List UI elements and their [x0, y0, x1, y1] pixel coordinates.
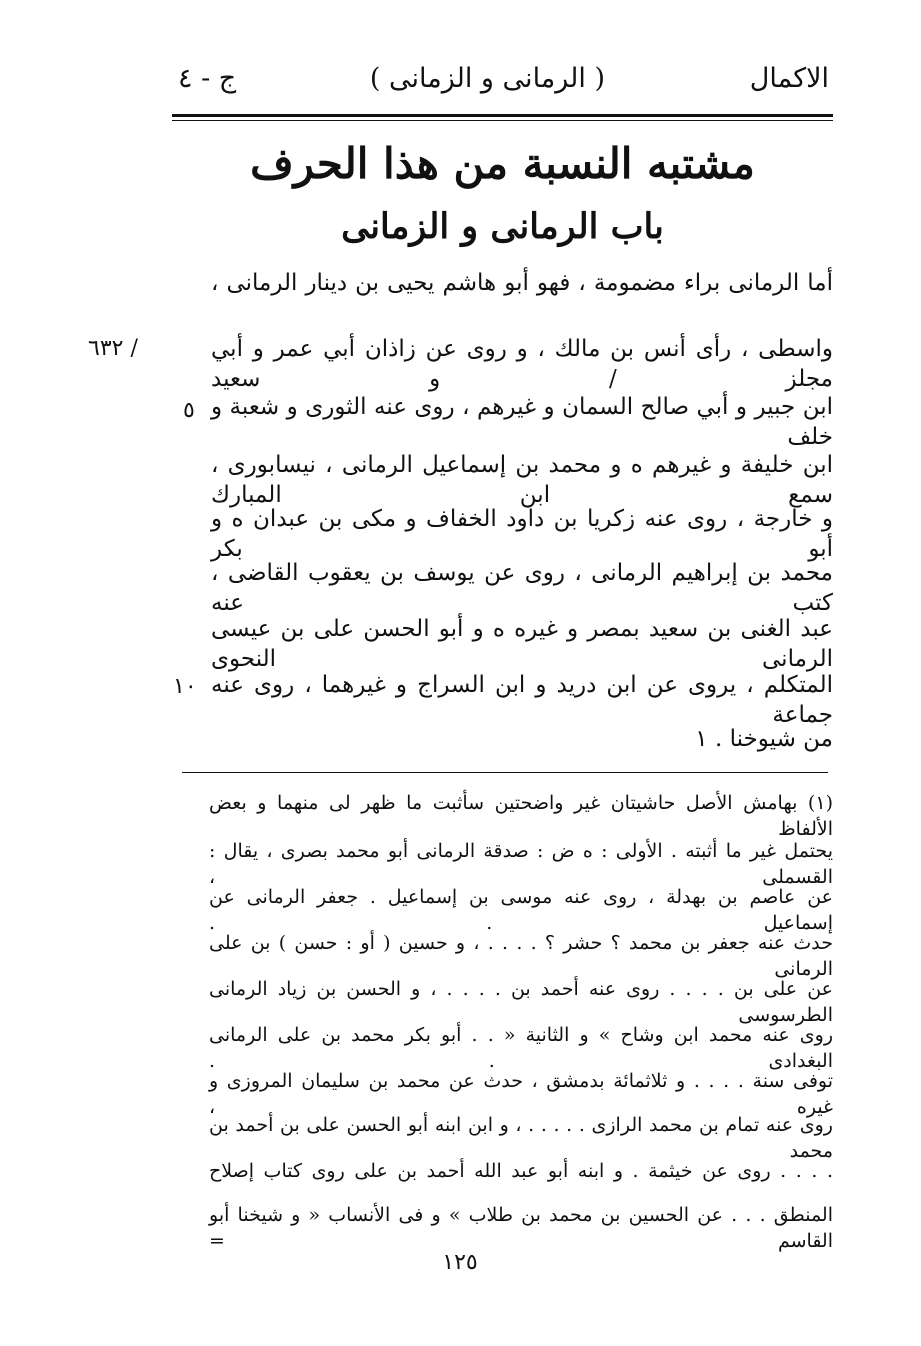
footnote-separator [182, 772, 828, 773]
margin-folio-mark: / ٦٣٢ [88, 336, 138, 361]
running-header-book-title: الاكمال [749, 63, 829, 94]
footnote-line: . . . . روى عن خيثمة . و ابنه أبو عبد الله أحمد بن على روى كتاب إصلاح [209, 1160, 833, 1182]
body-line: ابن خليفة و غيرهم ه و محمد بن إسماعيل الرمانى ، نيسابورى ، سمع ابن المبارك [211, 452, 833, 508]
body-line: أما الرمانى براء مضمومة ، فهو أبو هاشم يحيى بن دينار الرمانى ، [211, 270, 833, 296]
footnote-line: توفى سنة . . . . و ثلاثمائة بدمشق ، حدث عن محمد بن سليمان المروزى و غيره ، [209, 1070, 833, 1118]
running-header-volume: ج - ٤ [178, 63, 237, 94]
footnote-line: يحتمل غير ما أثبته . الأولى : ه ض : صدقة الرمانى أبو محمد بصرى ، يقال : القسملى ، [209, 840, 833, 888]
body-line: المتكلم ، يروى عن ابن دريد و ابن السراج و غيرهما ، روى عنه جماعة [211, 672, 833, 728]
body-line: عبد الغنى بن سعيد بمصر و غيره ه و أبو الحسن على بن عيسى الرمانى النحوى [211, 616, 833, 672]
footnote-line: (١) بهامش الأصل حاشيتان غير واضحتين سأثبت ما ظهر لى منهما و بعض الألفاظ [209, 792, 833, 840]
running-header-subject: ( الرمانى و الزمانى ) [369, 63, 605, 94]
section-title: مشتبه النسبة من هذا الحرف [250, 139, 755, 188]
footnote-line: المنطق . . . عن الحسين بن محمد بن طلاب » و فى الأنساب « و شيخنا أبو القاسم = [209, 1204, 833, 1252]
body-line: محمد بن إبراهيم الرمانى ، روى عن يوسف بن يعقوب القاضى ، كتب عنه [211, 560, 833, 616]
body-line: واسطى ، رأى أنس بن مالك ، و روى عن زاذان أبي عمر و أبي مجلز / و سعيد [211, 336, 833, 392]
body-line: ابن جبير و أبي صالح السمان و غيرهم ، روى عنه الثورى و شعبة و خلف [211, 394, 833, 450]
chapter-title: باب الرمانى و الزمانى [341, 206, 664, 247]
footnote-line: عن على بن . . . . روى عنه أحمد بن . . . . ، و الحسن بن زياد الرمانى الطرسوسى [209, 978, 833, 1026]
body-line: و خارجة ، روى عنه زكريا بن داود الخفاف و مكى بن عبدان ه و أبو بكر [211, 506, 833, 562]
footnote-line: روى عنه محمد ابن وشاح » و الثانية « . . أبو بكر محمد بن على الرمانى البغدادى . . [209, 1024, 833, 1072]
margin-line-number-10: ١٠ [173, 674, 197, 699]
body-line-last: من شيوخنا . ١ [695, 726, 833, 752]
footnote-line: عن عاصم بن بهدلة ، روى عنه موسى بن إسماعيل . جعفر الرمانى عن إسماعيل . . [209, 886, 833, 934]
footnote-line: حدث عنه جعفر بن محمد ؟ حشر ؟ . . . . ، و حسين ( أو : حسن ) بن على الرمانى [209, 932, 833, 980]
header-rule-thin [172, 120, 833, 121]
page-number: ١٢٥ [442, 1250, 478, 1275]
margin-line-number-5: ٥ [183, 398, 195, 423]
header-rule-thick [172, 114, 833, 117]
footnote-line: روى عنه تمام بن محمد الرازى . . . . . ، و ابن ابنه أبو الحسن على بن أحمد بن محمد [209, 1114, 833, 1162]
